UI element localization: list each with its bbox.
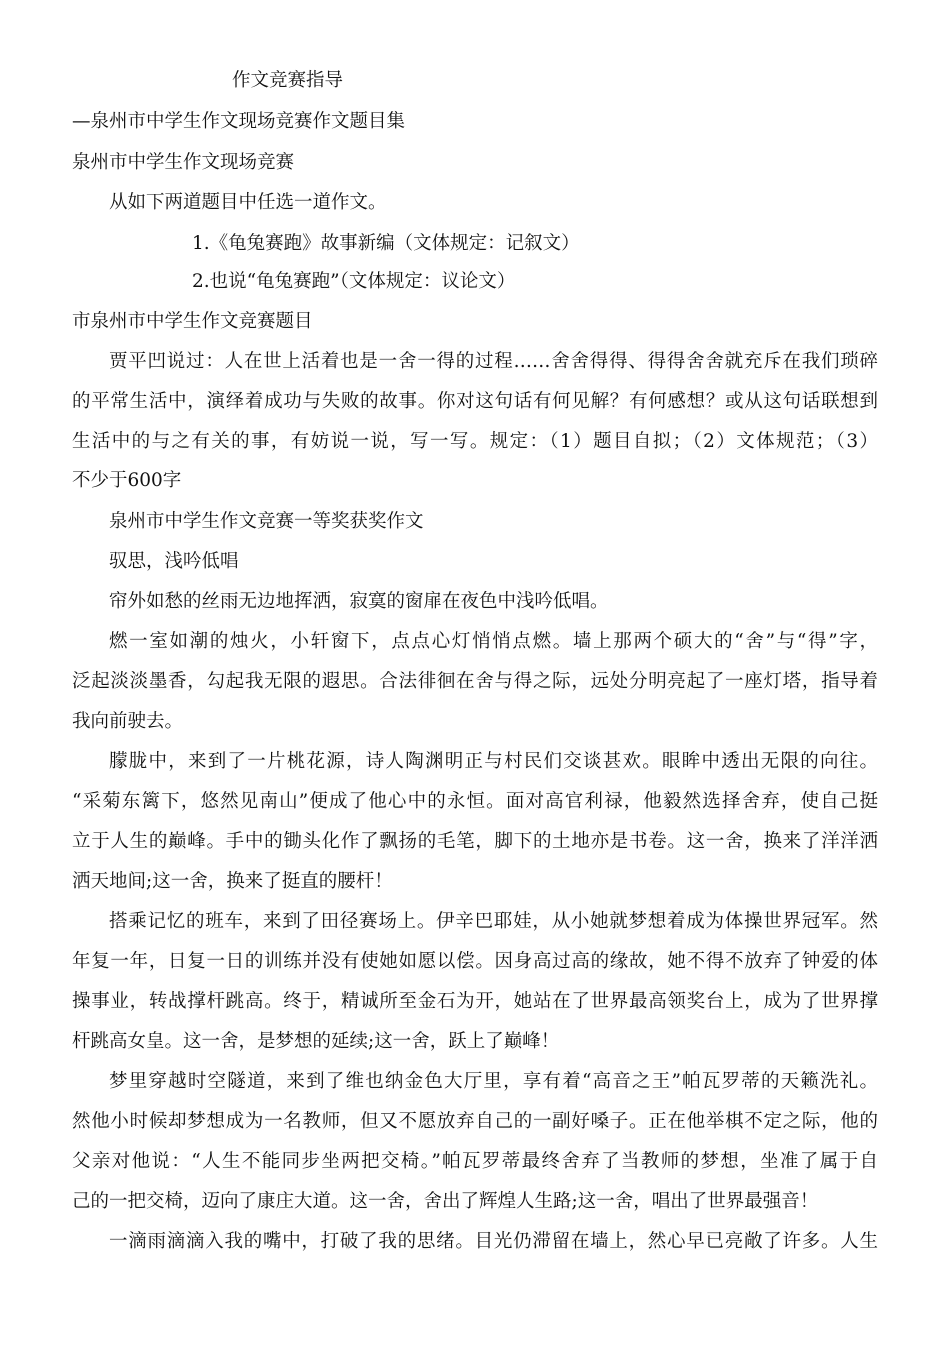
- option-2: 2.也说“龟兔赛跑”（文体规定：议论文）: [192, 271, 516, 292]
- contest-heading: 泉州市中学生作文现场竞赛: [72, 152, 295, 173]
- essay-line: 操事业，转战撑杆跳高。终于，精诚所至金石为开，她站在了世界最高领奖台上，成为了世界撑: [72, 991, 878, 1012]
- document-subtitle: —泉州市中学生作文现场竞赛作文题目集: [72, 111, 406, 132]
- essay-line: 己的一把交椅，迈向了康庄大道。这一舍，舍出了辉煌人生路;这一舍，唱出了世界最强音！: [72, 1191, 819, 1212]
- essay-line: 梦里穿越时空隧道，来到了维也纳金色大厅里，享有着“高音之王”帕瓦罗蒂的天籁洗礼。: [109, 1071, 878, 1092]
- essay-line: 朦胧中，来到了一片桃花源，诗人陶渊明正与村民们交谈甚欢。眼眸中透出无限的向往。: [109, 751, 878, 772]
- essay-line: 我向前驶去。: [72, 711, 184, 732]
- essay-line: 杆跳高女皇。这一舍，是梦想的延续;这一舍，跃上了巅峰！: [72, 1031, 560, 1052]
- document-title: 作文竞赛指导: [232, 70, 344, 91]
- award-heading: 泉州市中学生作文竞赛一等奖获奖作文: [109, 511, 424, 532]
- essay-line: 泛起淡淡墨香，勾起我无限的遐思。合法徘徊在舍与得之际，远处分明亮起了一座灯塔，指导着: [72, 671, 878, 692]
- option-1: 1.《龟兔赛跑》故事新编（文体规定：记叙文）: [192, 233, 580, 254]
- essay-title: 驭思，浅吟低唱: [109, 551, 239, 572]
- essay-line: “采菊东篱下，悠然见南山”便成了他心中的永恒。面对高官利禄，他毅然选择舍弃，使自己挺: [72, 791, 878, 812]
- topic-line: 生活中的与之有关的事，有妨说一说，写一写。规定：（1）题目自拟；（2）文体规范；（3）: [72, 431, 878, 452]
- essay-line: 父亲对他说：“人生不能同步坐两把交椅。”帕瓦罗蒂最终舍弃了当教师的梦想，坐准了属于自: [72, 1151, 878, 1172]
- topic-line: 不少于600字: [72, 470, 182, 491]
- topic-line: 的平常生活中，演绎着成功与失败的故事。你对这句话有何见解？有何感想？或从这句话联想到: [72, 391, 878, 412]
- topic-heading: 市泉州市中学生作文竞赛题目: [72, 311, 313, 332]
- essay-line: 洒天地间;这一舍，换来了挺直的腰杆！: [72, 871, 393, 892]
- essay-line: 燃一室如潮的烛火，小轩窗下，点点心灯悄悄点燃。墙上那两个硕大的“舍”与“得”字，: [109, 631, 878, 652]
- instruction-text: 从如下两道题目中任选一道作文。: [109, 192, 387, 213]
- essay-line: 立于人生的巅峰。手中的锄头化作了飘扬的毛笔，脚下的土地亦是书卷。这一舍，换来了洋洋洒: [72, 831, 878, 852]
- essay-line: 一滴雨滴滴入我的嘴中，打破了我的思绪。目光仍滞留在墙上，然心早已亮敞了许多。人生: [109, 1231, 878, 1252]
- essay-line: 帘外如愁的丝雨无边地挥洒，寂寞的窗扉在夜色中浅吟低唱。: [109, 591, 609, 612]
- essay-line: 年复一年，日复一日的训练并没有使她如愿以偿。因身高过高的缘故，她不得不放弃了钟爱的体: [72, 951, 878, 972]
- essay-line: 搭乘记忆的班车，来到了田径赛场上。伊辛巴耶娃，从小她就梦想着成为体操世界冠军。然: [109, 911, 878, 932]
- essay-line: 然他小时候却梦想成为一名教师，但又不愿放弃自己的一副好嗓子。正在他举棋不定之际，他的: [72, 1111, 878, 1132]
- topic-line: 贾平凹说过：人在世上活着也是一舍一得的过程……舍舍得得、得得舍舍就充斥在我们琐碎: [109, 351, 878, 372]
